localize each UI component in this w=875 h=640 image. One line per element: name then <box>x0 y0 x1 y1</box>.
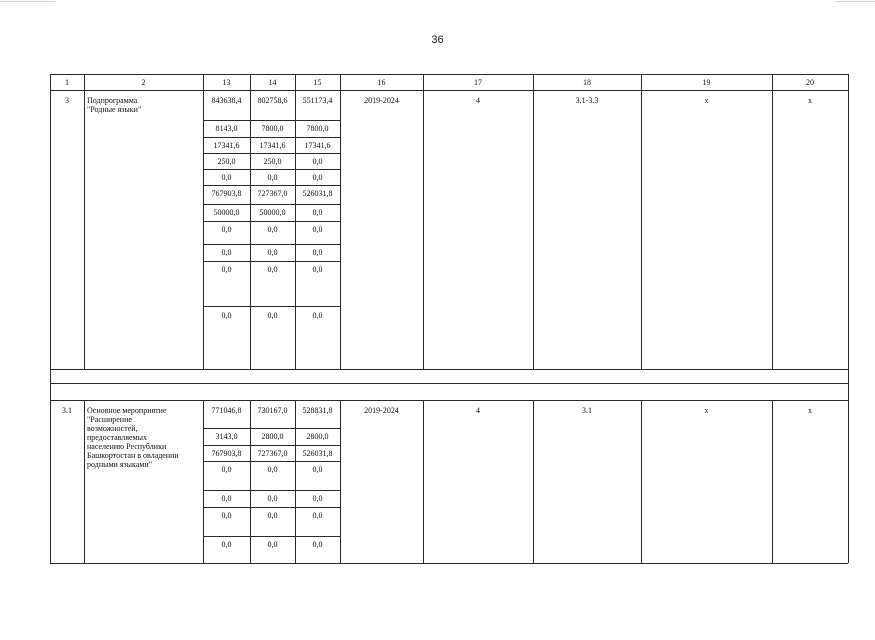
value-col-17: 4 <box>476 406 480 415</box>
value-col-19: x <box>704 96 709 105</box>
column-header: 2 <box>141 78 146 87</box>
subrow-divider <box>203 536 340 537</box>
value-col-14: 50000,0 <box>259 208 286 217</box>
row-number: 3 <box>65 96 69 105</box>
value-col-13: 0,0 <box>221 494 232 503</box>
value-col-14: 727367,0 <box>257 449 288 458</box>
column-divider <box>772 400 773 563</box>
column-divider <box>84 74 85 369</box>
value-col-15: 551173,4 <box>302 96 333 105</box>
column-divider <box>533 74 534 369</box>
table-border-left <box>50 74 51 563</box>
value-col-15: 0,0 <box>312 173 323 182</box>
subrow-divider <box>203 153 340 154</box>
column-divider <box>423 74 424 369</box>
subrow-divider <box>203 120 340 121</box>
value-col-13: 0,0 <box>221 465 232 474</box>
value-col-13: 0,0 <box>221 311 232 320</box>
value-col-14: 0,0 <box>267 265 278 274</box>
value-col-13: 767903,8 <box>211 189 242 198</box>
value-col-15: 0,0 <box>312 208 323 217</box>
value-col-14: 0,0 <box>267 173 278 182</box>
row-number: 3.1 <box>62 406 72 415</box>
value-col-19: x <box>704 406 709 415</box>
value-col-17: 4 <box>476 96 480 105</box>
subrow-divider <box>203 490 340 491</box>
value-col-15: 0,0 <box>312 311 323 320</box>
value-col-14: 7800,0 <box>261 124 284 133</box>
value-col-14: 0,0 <box>267 465 278 474</box>
column-divider <box>641 400 642 563</box>
column-header: 1 <box>65 78 69 87</box>
value-col-15: 528831,8 <box>302 406 333 415</box>
implementation-period: 2019-2024 <box>364 96 399 105</box>
value-col-14: 250,0 <box>263 157 282 166</box>
value-col-15: 0,0 <box>312 265 323 274</box>
subrow-divider <box>203 185 340 186</box>
value-col-13: 0,0 <box>221 225 232 234</box>
subrow-divider <box>203 461 340 462</box>
column-header: 13 <box>222 78 231 87</box>
value-col-13: 50000,0 <box>213 208 240 217</box>
subrow-divider <box>203 244 340 245</box>
column-divider <box>533 400 534 563</box>
table-border-top <box>50 74 848 75</box>
page-number: 36 <box>431 34 444 46</box>
column-header: 15 <box>313 78 322 87</box>
value-col-13: 0,0 <box>221 511 232 520</box>
value-col-14: 727367,0 <box>257 189 288 198</box>
value-col-13: 8143,0 <box>215 124 238 133</box>
separator-row-line <box>50 383 848 384</box>
value-col-14: 2800,0 <box>261 432 284 441</box>
value-col-15: 526031,8 <box>302 189 333 198</box>
column-divider <box>423 400 424 563</box>
value-col-20: x <box>808 406 812 415</box>
column-header: 17 <box>474 78 482 87</box>
column-divider <box>84 400 85 563</box>
column-header: 14 <box>268 78 277 87</box>
value-col-15: 0,0 <box>312 225 323 234</box>
subrow-divider <box>203 428 340 429</box>
value-col-13: 771046,8 <box>211 406 242 415</box>
value-col-14: 0,0 <box>267 540 278 549</box>
value-col-14: 0,0 <box>267 494 278 503</box>
value-col-15: 17341,6 <box>304 141 331 150</box>
value-col-15: 526031,8 <box>302 449 333 458</box>
value-col-15: 7800,0 <box>306 124 329 133</box>
value-col-15: 0,0 <box>312 465 323 474</box>
subrow-divider <box>203 221 340 222</box>
subrow-divider <box>203 306 340 307</box>
value-col-13: 0,0 <box>221 540 232 549</box>
table-border-bottom <box>50 563 848 564</box>
column-header: 20 <box>806 78 814 87</box>
value-col-15: 0,0 <box>312 511 323 520</box>
subrow-divider <box>203 204 340 205</box>
column-divider <box>203 400 204 563</box>
value-col-14: 0,0 <box>267 225 278 234</box>
value-col-13: 767903,8 <box>211 449 242 458</box>
row-title: Подпрограмма "Родные языки" <box>87 96 142 114</box>
header-row-divider <box>50 90 848 91</box>
column-header: 18 <box>583 78 591 87</box>
section-2-top <box>50 400 848 401</box>
value-col-15: 0,0 <box>312 157 323 166</box>
subrow-divider <box>203 169 340 170</box>
value-col-13: 0,0 <box>221 265 232 274</box>
subrow-divider <box>203 507 340 508</box>
row-title: Основное мероприятие "Расширение возможностей, предоставляемых населению Республики Башкортостан в овладении родными языками" <box>87 406 179 469</box>
column-divider <box>295 400 296 563</box>
value-col-14: 730167,0 <box>257 406 288 415</box>
value-col-15: 2800,0 <box>306 432 329 441</box>
column-divider <box>250 400 251 563</box>
value-col-15: 0,0 <box>312 248 323 257</box>
section-1-bottom <box>50 369 848 370</box>
implementation-period: 2019-2024 <box>364 406 399 415</box>
value-col-14: 17341,6 <box>259 141 286 150</box>
value-col-13: 843638,4 <box>211 96 242 105</box>
column-divider <box>641 74 642 369</box>
value-col-14: 0,0 <box>267 311 278 320</box>
value-col-20: x <box>808 96 812 105</box>
column-header: 19 <box>702 78 711 87</box>
column-divider <box>772 74 773 369</box>
value-col-13: 250,0 <box>217 157 236 166</box>
value-col-13: 3143,0 <box>215 432 238 441</box>
value-col-15: 0,0 <box>312 540 323 549</box>
value-col-14: 802758,6 <box>257 96 288 105</box>
value-col-18: 3.1 <box>582 406 592 415</box>
value-col-13: 0,0 <box>221 248 232 257</box>
subrow-divider <box>203 137 340 138</box>
value-col-14: 0,0 <box>267 248 278 257</box>
value-col-13: 0,0 <box>221 173 232 182</box>
table-border-right <box>848 74 849 563</box>
value-col-14: 0,0 <box>267 511 278 520</box>
subrow-divider <box>203 261 340 262</box>
column-header: 16 <box>377 78 386 87</box>
subrow-divider <box>203 445 340 446</box>
value-col-18: 3.1-3.3 <box>575 96 599 105</box>
value-col-15: 0,0 <box>312 494 323 503</box>
value-col-13: 17341,6 <box>213 141 240 150</box>
column-divider <box>340 74 341 369</box>
column-divider <box>340 400 341 563</box>
